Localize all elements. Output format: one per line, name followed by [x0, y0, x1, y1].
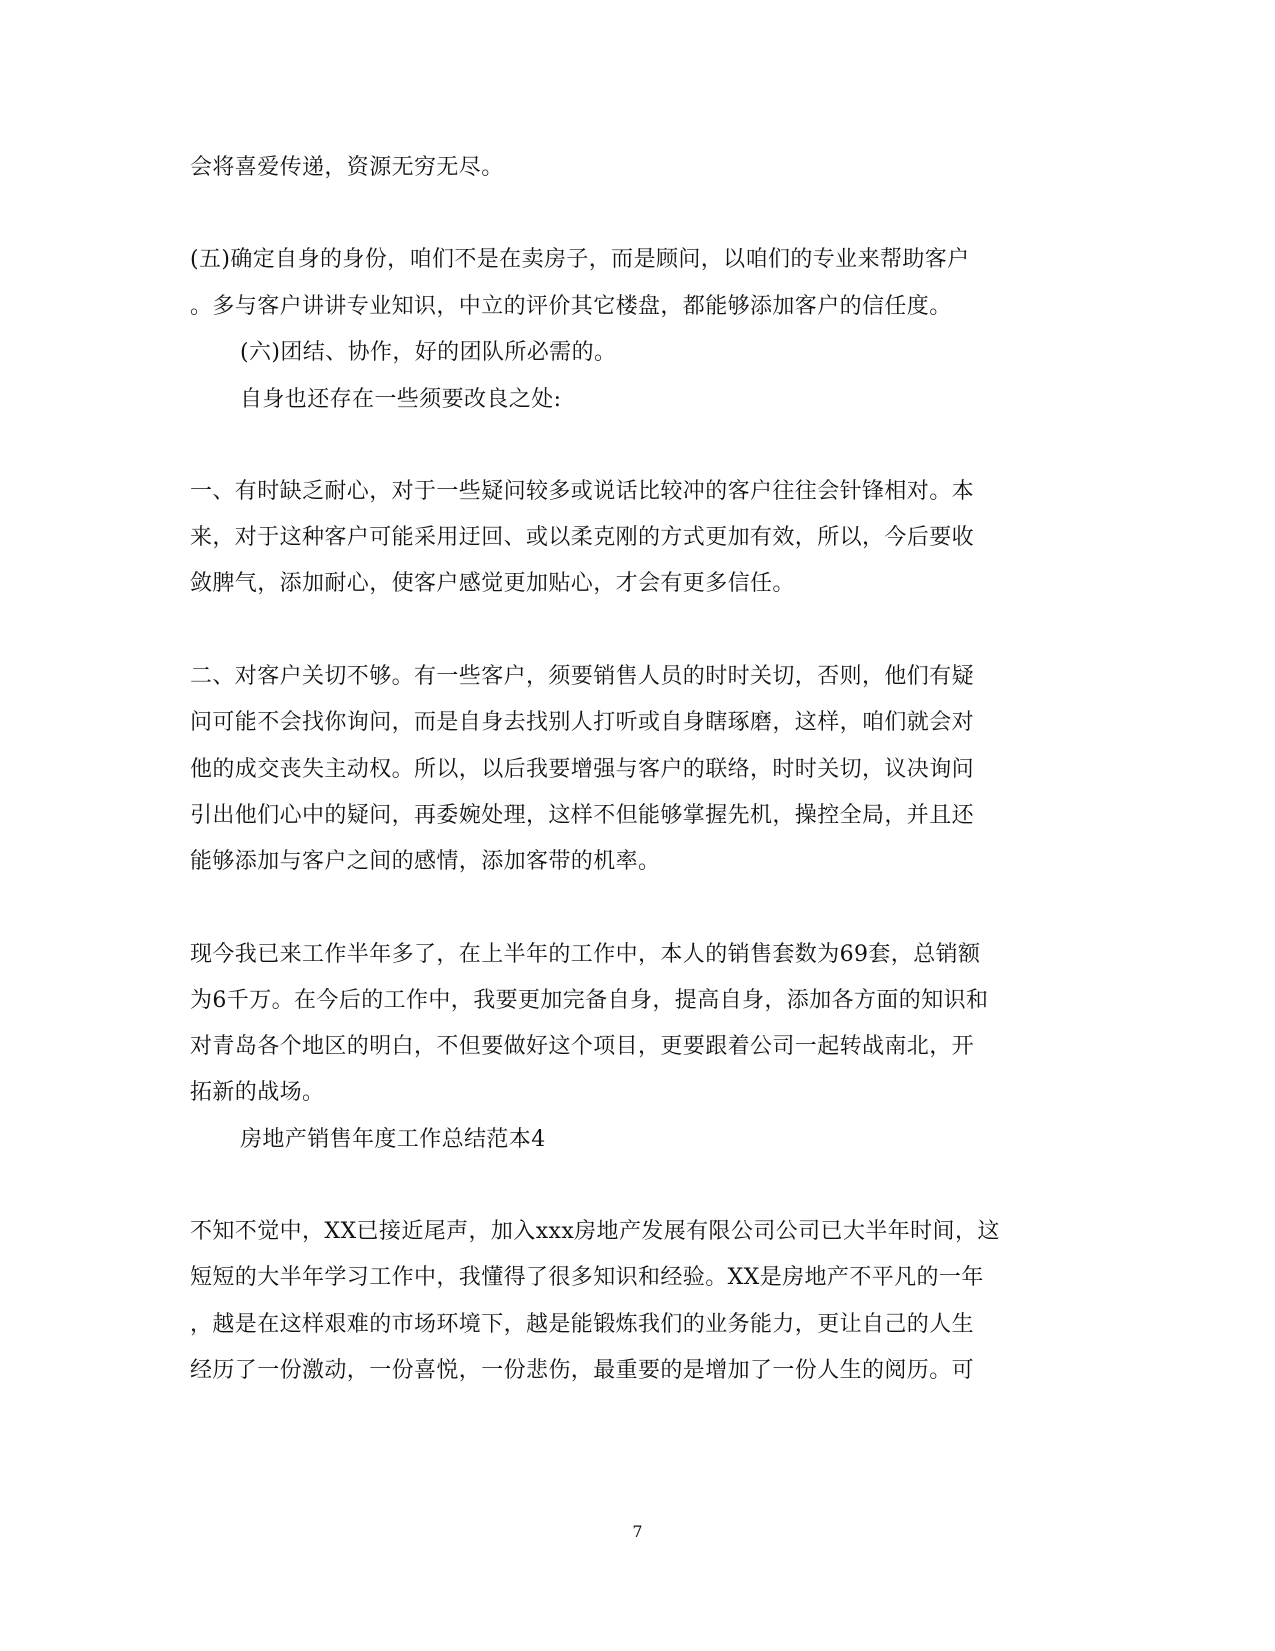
text-line: 会将喜爱传递，资源无穷无尽。	[190, 155, 504, 180]
page-number: 7	[632, 1522, 643, 1541]
text-line: ，越是在这样艰难的市场环境下，越是能锻炼我们的业务能力，更让自己的人生	[190, 1312, 975, 1337]
text-line: 。多与客户讲讲专业知识，中立的评价其它楼盘，都能够添加客户的信任度。	[190, 294, 952, 319]
text-line: 问可能不会找你询问，而是自身去找别人打听或自身瞎琢磨，这样，咱们就会对	[190, 710, 975, 735]
text-line: 为6千万。在今后的工作中，我要更加完备自身，提高自身，添加各方面的知识和	[190, 988, 989, 1013]
text-line: (六)团结、协作，好的团队所必需的。	[240, 340, 617, 365]
text-line: 经历了一份激动，一份喜悦，一份悲伤，最重要的是增加了一份人生的阅历。可	[190, 1358, 975, 1383]
text-line: 一、有时缺乏耐心，对于一些疑问较多或说话比较冲的客户往往会针锋相对。本	[190, 479, 975, 504]
text-line: 二、对客户关切不够。有一些客户，须要销售人员的时时关切，否则，他们有疑	[190, 664, 975, 689]
text-line: 不知不觉中，XX已接近尾声，加入xxx房地产发展有限公司公司已大半年时间，这	[190, 1219, 1000, 1244]
text-line: 来，对于这种客户可能采用迂回、或以柔克刚的方式更加有效，所以，今后要收	[190, 525, 975, 550]
text-line: 现今我已来工作半年多了，在上半年的工作中，本人的销售套数为69套，总销额	[190, 942, 981, 967]
text-line: 对青岛各个地区的明白，不但要做好这个项目，更要跟着公司一起转战南北，开	[190, 1034, 975, 1059]
text-line: 敛脾气，添加耐心，使客户感觉更加贴心，才会有更多信任。	[190, 571, 795, 596]
text-line: (五)确定自身的身份，咱们不是在卖房子，而是顾问，以咱们的专业来帮助客户	[190, 247, 970, 272]
text-line: 拓新的战场。	[190, 1080, 325, 1105]
text-line: 自身也还存在一些须要改良之处:	[240, 387, 562, 412]
text-line: 能够添加与客户之间的感情，添加客带的机率。	[190, 849, 661, 874]
section-heading: 房地产销售年度工作总结范本4	[240, 1127, 546, 1152]
text-line: 引出他们心中的疑问，再委婉处理，这样不但能够掌握先机，操控全局，并且还	[190, 803, 975, 828]
text-line: 他的成交丧失主动权。所以，以后我要增强与客户的联络，时时关切，议决询问	[190, 757, 975, 782]
text-line: 短短的大半年学习工作中，我懂得了很多知识和经验。XX是房地产不平凡的一年	[190, 1265, 984, 1290]
